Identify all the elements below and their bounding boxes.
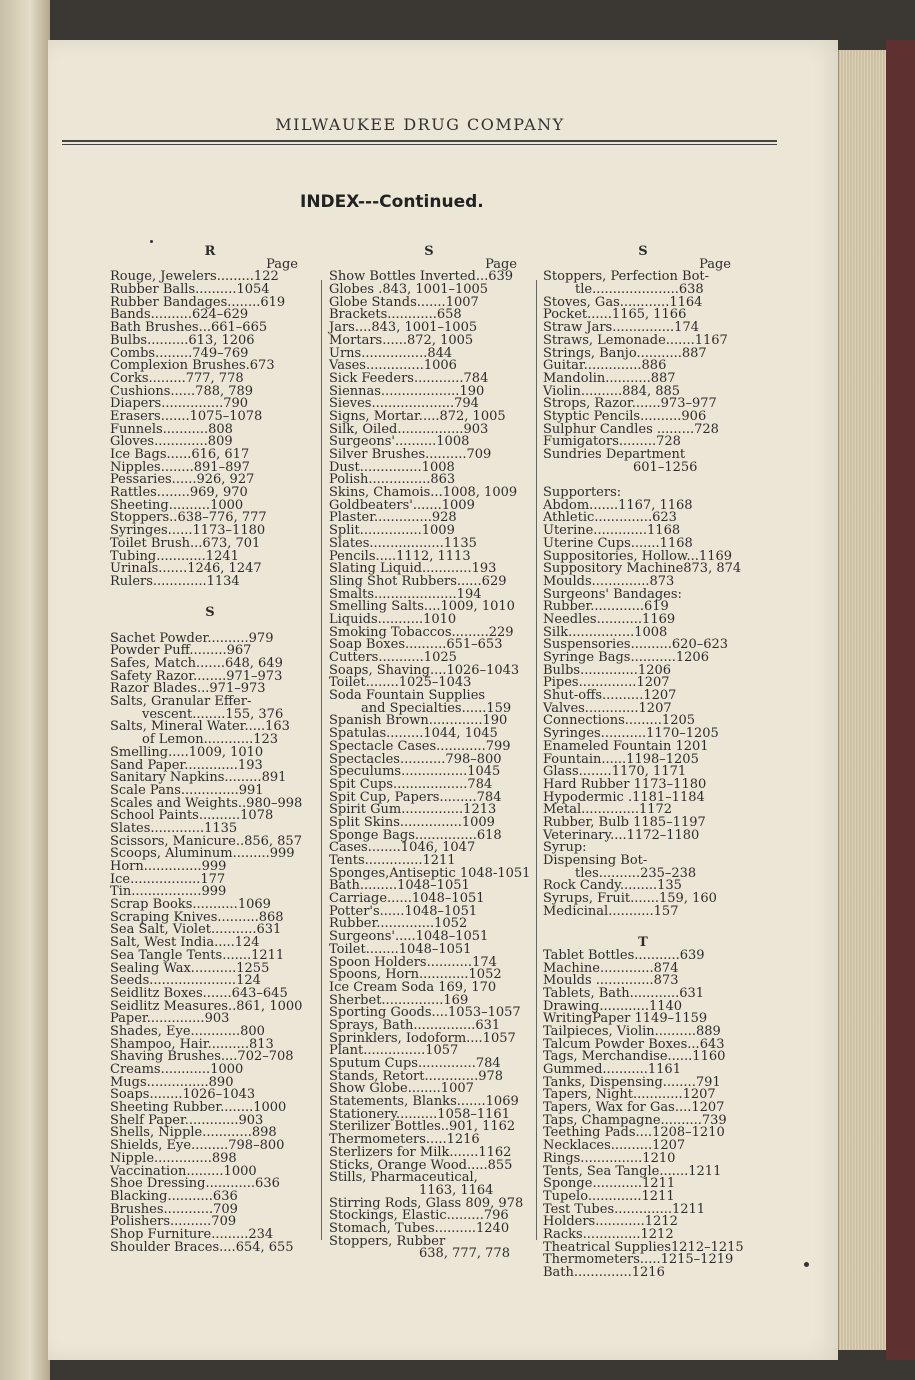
index-entry: Vases..............1006 xyxy=(329,358,457,374)
index-entry: Corks.........777, 778 xyxy=(110,370,244,386)
index-entry: Valves.............1207 xyxy=(543,700,672,716)
index-entry: Syringes...........1170–1205 xyxy=(543,726,719,742)
index-entry: Cutters...........1025 xyxy=(329,650,457,665)
index-entry: Urns................844 xyxy=(329,345,453,361)
index-entry: Holders............1212 xyxy=(543,1214,678,1230)
index-entry: Page xyxy=(266,256,298,272)
index-entry: Tents..............1211 xyxy=(329,853,456,868)
index-entry: Rock Candy.........135 xyxy=(543,878,682,894)
index-entry: Sea Tangle Tents.......1211 xyxy=(110,947,285,963)
index-entry: Sachet Powder..........979 xyxy=(110,630,274,646)
column-divider-2 xyxy=(536,280,537,1240)
index-entry: Soap Boxes..........651–653 xyxy=(329,637,503,653)
index-entry: Toilet........1025–1043 xyxy=(329,675,472,691)
index-entry: R xyxy=(204,244,216,259)
index-entry: Complexion Brushes.673 xyxy=(110,358,275,374)
index-entry: Toilet Brush...673, 701 xyxy=(110,535,261,551)
index-entry: Silk................1008 xyxy=(543,624,668,640)
index-entry: Teething Pads....1208–1210 xyxy=(543,1125,725,1141)
index-entry: Medicinal...........157 xyxy=(543,903,679,919)
index-entry: Soaps........1026–1043 xyxy=(110,1087,256,1103)
index-entry: Moulds..............873 xyxy=(543,573,675,589)
index-entry: Sea Salt, Violet...........631 xyxy=(110,922,282,938)
index-entry: Strings, Banjo...........887 xyxy=(543,345,707,361)
index-entry: Smoking Tobaccos.........229 xyxy=(329,624,514,640)
index-entry: Abdom.......1167, 1168 xyxy=(543,497,693,513)
index-entry: Carriage......1048–1051 xyxy=(329,891,485,907)
index-entry: Tablet Bottles...........639 xyxy=(543,947,705,963)
index-entry: Syringes......1173–1180 xyxy=(110,523,266,539)
index-entry: Salts, Mineral Water.....163 xyxy=(110,719,290,735)
index-entry: Sulphur Candles .........728 xyxy=(543,421,719,437)
index-entry: Machine.............874 xyxy=(543,960,679,976)
index-entry: Sundries Department xyxy=(543,447,686,462)
index-entry: Hypodermic .1181–1184 xyxy=(543,789,705,805)
index-entry: Sheeting Rubber........1000 xyxy=(110,1100,287,1116)
index-entry: Tablets, Bath............631 xyxy=(543,985,705,1001)
header-rule-thin xyxy=(62,144,777,145)
index-entry: Signs, Mortar.....872, 1005 xyxy=(329,408,506,424)
index-entry: Plant...............1057 xyxy=(329,1043,459,1059)
index-entry: Seidlitz Measures..861, 1000 xyxy=(110,998,303,1014)
index-entry: Sterlizers for Milk.......1162 xyxy=(329,1144,512,1160)
index-entry: Sick Feeders............784 xyxy=(329,370,489,386)
index-entry: Athletic..............623 xyxy=(543,510,677,526)
index-entry: Vaccination.........1000 xyxy=(110,1163,257,1179)
index-entry: Toilet........1048–1051 xyxy=(329,941,472,957)
index-entry: Mortars......872, 1005 xyxy=(329,332,474,348)
index-entry: Suppository Machine873, 874 xyxy=(543,561,742,577)
index-entry: Syrups, Fruit.......159, 160 xyxy=(543,891,717,907)
index-entry: Rubber Bandages........619 xyxy=(110,294,286,310)
index-entry: Sherbet...............169 xyxy=(329,992,469,1008)
book-cover-edge xyxy=(886,40,915,1360)
index-entry: Ice Bags......616, 617 xyxy=(110,447,250,462)
index-entry: Sanitary Napkins.........891 xyxy=(110,770,287,786)
index-column-1 xyxy=(110,240,310,1254)
index-entry: Rouge, Jewelers.........122 xyxy=(110,269,279,285)
index-entry: Slates.............1135 xyxy=(110,820,238,836)
index-entry: Spectacles...........798–800 xyxy=(329,751,502,767)
index-entry: Stoves, Gas............1164 xyxy=(543,294,703,310)
index-entry: Split Skins...............1009 xyxy=(329,814,495,830)
index-entry: Polishers..........709 xyxy=(110,1214,237,1230)
index-entry: Thermometers.....1215–1219 xyxy=(543,1252,734,1268)
index-entry: Spit Cup, Papers.........784 xyxy=(329,789,502,805)
index-entry: Gloves.............809 xyxy=(110,434,233,450)
index-entry: Soda Fountain Supplies xyxy=(329,688,486,704)
page-speck xyxy=(804,1262,809,1267)
index-entry: Scissors, Manicure..856, 857 xyxy=(110,833,302,849)
index-entry: WritingPaper 1149–1159 xyxy=(543,1011,708,1027)
index-entry: Stomach, Tubes..........1240 xyxy=(329,1220,510,1236)
column-divider-1 xyxy=(321,280,322,1240)
index-entry: Smalts....................194 xyxy=(329,586,482,602)
index-entry: Stoppers..638–776, 777 xyxy=(110,510,267,526)
index-entry: Dispensing Bot- xyxy=(543,853,648,868)
index-entry: Powder Puff.........967 xyxy=(110,643,252,659)
index-entry: Silk, Oiled................903 xyxy=(329,421,489,437)
index-entry: Pencils.....1112, 1113 xyxy=(329,548,471,564)
index-entry: S xyxy=(638,244,648,259)
index-entry: Veterinary....1172–1180 xyxy=(543,827,700,843)
index-entry: Sprays, Bath...............631 xyxy=(329,1017,501,1033)
index-entry: Liquids...........1010 xyxy=(329,611,457,627)
index-entry: Necklaces..........1207 xyxy=(543,1138,686,1154)
index-entry: Surgeons'.....1048–1051 xyxy=(329,929,489,945)
index-entry: Statements, Blanks.......1069 xyxy=(329,1094,519,1110)
index-entry: Combs.........749–769 xyxy=(110,345,249,361)
index-entry: Talcum Powder Boxes...643 xyxy=(543,1036,725,1052)
index-entry: tles..........235–238 xyxy=(575,865,697,881)
index-entry: Tags, Merchandise......1160 xyxy=(543,1049,726,1065)
index-entry: Salts, Granular Effer- xyxy=(110,694,252,710)
index-entry: Tubing............1241 xyxy=(110,548,239,564)
index-entry: Shades, Eye............800 xyxy=(110,1023,265,1039)
index-entry xyxy=(543,918,743,931)
index-entry: Sieves....................794 xyxy=(329,396,479,412)
index-entry: Rubber.............619 xyxy=(543,599,669,615)
index-entry: Dust...............1008 xyxy=(329,459,455,475)
index-entry: Fumigators.........728 xyxy=(543,434,681,450)
index-entry: Hard Rubber 1173–1180 xyxy=(543,776,707,792)
index-entry: Tanks, Dispensing........791 xyxy=(543,1074,721,1090)
index-title: INDEX---Continued. xyxy=(300,192,484,212)
index-entry: Tents, Sea Tangle.......1211 xyxy=(543,1163,722,1179)
index-entry: Suspensories..........620–623 xyxy=(543,637,729,653)
page-speck-small xyxy=(150,240,153,243)
index-entry: Glass........1170, 1171 xyxy=(543,764,687,780)
index-entry: Rubber..............1052 xyxy=(329,916,468,932)
index-entry: Shields, Eye.........798–800 xyxy=(110,1138,285,1154)
index-entry: Smelling.....1009, 1010 xyxy=(110,744,264,760)
index-entry: Stationery..........1058–1161 xyxy=(329,1106,510,1122)
index-entry: Surgeons'..........1008 xyxy=(329,434,470,450)
index-entry: Styptic Pencils..........906 xyxy=(543,408,707,424)
index-entry: Sling Shot Rubbers......629 xyxy=(329,573,507,589)
index-entry: Cushions......788, 789 xyxy=(110,383,254,399)
index-entry: Stands, Retort.............978 xyxy=(329,1068,504,1084)
index-entry: Mugs...............890 xyxy=(110,1074,234,1090)
index-entry: Goldbeaters'.......1009 xyxy=(329,497,475,513)
index-entry: Shelf Paper.............903 xyxy=(110,1112,264,1128)
index-entry: Pipes..............1207 xyxy=(543,675,670,691)
index-entry: Sporting Goods....1053–1057 xyxy=(329,1005,521,1021)
index-entry: Enameled Fountain 1201 xyxy=(543,738,709,754)
index-entry: Stoppers, Rubber xyxy=(329,1233,446,1249)
index-entry: Brushes............709 xyxy=(110,1201,238,1217)
index-entry: Show Bottles Inverted...639 xyxy=(329,269,514,285)
index-entry: Tin.................999 xyxy=(110,884,227,900)
index-entry: Paper..............903 xyxy=(110,1011,230,1027)
index-entry: Bath..............1216 xyxy=(543,1265,665,1280)
index-entry: Strops, Razor.......973–977 xyxy=(543,396,717,412)
index-entry: Spectacle Cases............799 xyxy=(329,738,511,754)
index-entry: Needles...........1169 xyxy=(543,611,676,627)
index-entry: Salt, West India.....124 xyxy=(110,935,260,951)
index-entry: of Lemon............123 xyxy=(142,732,279,748)
index-entry: Rubber Balls..........1054 xyxy=(110,282,270,298)
index-entry: Sheeting..........1000 xyxy=(110,497,244,513)
index-entry: Sponge............1211 xyxy=(543,1176,676,1192)
index-entry: Horn..............999 xyxy=(110,859,227,874)
index-entry: Syrup: xyxy=(543,840,587,856)
index-entry: Bath Brushes...661–665 xyxy=(110,320,268,336)
index-entry: Shells, Nipple............898 xyxy=(110,1125,277,1141)
index-entry: Bath.........1048–1051 xyxy=(329,878,470,894)
index-entry: Shut-offs..........1207 xyxy=(543,688,677,704)
index-entry: Skins, Chamois...1008, 1009 xyxy=(329,485,518,501)
index-entry: Globe Stands.......1007 xyxy=(329,294,479,310)
index-entry: Scale Pans..............991 xyxy=(110,782,264,798)
index-entry: Supporters: xyxy=(543,485,622,501)
index-entry: Rings...............1210 xyxy=(543,1150,676,1166)
index-entry xyxy=(110,589,310,602)
index-entry: Stills, Pharmaceutical, xyxy=(329,1170,478,1186)
index-entry: Scrap Books...........1069 xyxy=(110,897,271,913)
index-entry: Spanish Brown.............190 xyxy=(329,713,508,729)
index-entry: Smelling Salts....1009, 1010 xyxy=(329,599,515,615)
index-entry: Safety Razor........971–973 xyxy=(110,668,283,684)
index-entry: S xyxy=(424,244,434,259)
index-entry: Silver Brushes..........709 xyxy=(329,447,492,462)
index-entry: 601–1256 xyxy=(633,459,698,475)
index-entry: Violin..........884, 885 xyxy=(543,383,681,399)
index-entry: Globes .843, 1001–1005 xyxy=(329,282,489,298)
header-rule xyxy=(62,140,777,142)
running-header: MILWAUKEE DRUG COMPANY xyxy=(275,115,565,134)
index-entry: Nipples........891–897 xyxy=(110,459,250,475)
index-entry: Rattles........969, 970 xyxy=(110,485,248,501)
index-entry: Shaving Brushes....702–708 xyxy=(110,1049,294,1065)
index-entry: Show Globe........1007 xyxy=(329,1081,474,1097)
index-entry: Syringe Bags...........1206 xyxy=(543,650,709,665)
index-entry: School Paints..........1078 xyxy=(110,808,274,824)
index-entry: Razor Blades...971–973 xyxy=(110,681,266,697)
index-entry: Erasers.......1075–1078 xyxy=(110,408,263,424)
index-entry: Plaster..............928 xyxy=(329,510,457,526)
index-entry: Shoe Dressing............636 xyxy=(110,1176,280,1192)
index-entry: Tapers, Wax for Gas....1207 xyxy=(543,1100,725,1116)
index-entry: T xyxy=(638,935,648,951)
index-entry: Moulds ..............873 xyxy=(543,973,679,989)
index-entry: Funnels...........808 xyxy=(110,421,233,437)
index-entry: Surgeons' Bandages: xyxy=(543,586,682,602)
index-entry: Spirit Gum...............1213 xyxy=(329,802,497,818)
facing-page-edge xyxy=(0,0,50,1380)
index-entry: Sticks, Orange Wood.....855 xyxy=(329,1157,513,1173)
index-entry: Sprinklers, Iodoform....1057 xyxy=(329,1030,516,1046)
index-entry: vescent........155, 376 xyxy=(142,706,284,722)
index-entry: Suppositories, Hollow...1169 xyxy=(543,548,733,564)
index-entry: Split...............1009 xyxy=(329,523,455,539)
index-entry: Ice Cream Soda 169, 170 xyxy=(329,979,497,995)
page-stack-edge xyxy=(838,50,887,1350)
index-entry: Racks..............1212 xyxy=(543,1226,674,1242)
index-entry: Creams............1000 xyxy=(110,1062,244,1077)
index-entry: Slates..................1135 xyxy=(329,535,477,551)
index-entry: Sputum Cups..............784 xyxy=(329,1056,501,1071)
index-entry: Diapers...............790 xyxy=(110,396,249,412)
index-entry: Pessaries......926, 927 xyxy=(110,472,255,488)
index-entry: Fountain......1198–1205 xyxy=(543,751,699,767)
index-entry: Uterine Cups.......1168 xyxy=(543,535,693,551)
index-entry: Soaps, Shaving....1026–1043 xyxy=(329,662,520,678)
index-entry: Tupelo.............1211 xyxy=(543,1188,675,1204)
index-entry: Mandolin...........887 xyxy=(543,370,676,386)
index-entry: Slating Liquid............193 xyxy=(329,561,497,577)
index-entry: Test Tubes..............1211 xyxy=(543,1201,706,1217)
index-entry: Shoulder Braces....654, 655 xyxy=(110,1239,294,1255)
index-entry: Taps, Champagne..........739 xyxy=(543,1112,727,1128)
index-entry: Uterine.............1168 xyxy=(543,523,681,539)
index-entry: Straw Jars...............174 xyxy=(543,320,699,336)
index-entry: Connections.........1205 xyxy=(543,713,696,729)
index-column-3 xyxy=(543,240,743,1280)
index-entry: Brackets............658 xyxy=(329,307,462,323)
index-entry: Guitar..............886 xyxy=(543,358,667,374)
index-entry: Bulbs..........613, 1206 xyxy=(110,332,255,348)
index-entry: Spit Cups..................784 xyxy=(329,776,493,792)
index-entry: Straws, Lemonade.......1167 xyxy=(543,332,728,348)
index-entry: Spatulas.........1044, 1045 xyxy=(329,726,498,742)
index-entry: Ice.................177 xyxy=(110,871,226,887)
index-entry: Rulers.............1134 xyxy=(110,573,240,589)
index-entry: Tapers, Night............1207 xyxy=(543,1087,716,1103)
index-entry: and Specialties......159 xyxy=(361,700,512,716)
index-entry: Potter's......1048–1051 xyxy=(329,903,478,919)
index-entry: Scales and Weights..980–998 xyxy=(110,795,303,811)
index-entry: S xyxy=(205,605,215,621)
index-entry: Theatrical Supplies1212–1215 xyxy=(543,1239,744,1255)
index-entry: Stirring Rods, Glass 809, 978 xyxy=(329,1195,524,1211)
index-entry: Blacking...........636 xyxy=(110,1188,238,1204)
index-entry: Drawing............1140 xyxy=(543,998,683,1014)
index-entry: Urinals.......1246, 1247 xyxy=(110,561,262,577)
index-entry: Safes, Match.......648, 649 xyxy=(110,656,283,671)
index-entry: Scoops, Aluminum.........999 xyxy=(110,846,295,862)
index-entry: Tailpieces, Violin..........889 xyxy=(543,1023,721,1039)
index-entry: Scraping Knives..........868 xyxy=(110,909,284,925)
index-entry: 1163, 1164 xyxy=(419,1182,494,1198)
index-column-2 xyxy=(329,240,529,1261)
index-entry: Metal..............1172 xyxy=(543,802,673,818)
index-entry: Cases........1046, 1047 xyxy=(329,840,476,856)
index-entry: Siennas...................190 xyxy=(329,383,485,399)
index-entry: Sand Paper.............193 xyxy=(110,757,263,773)
index-entry: Page xyxy=(699,256,731,272)
index-entry: 638, 777, 778 xyxy=(419,1246,510,1262)
index-entry: Sponge Bags...............618 xyxy=(329,827,502,843)
index-entry: Shampoo, Hair..........813 xyxy=(110,1036,274,1052)
index-entry: Rubber, Bulb 1185–1197 xyxy=(543,814,706,830)
index-entry: Stockings, Elastic.........796 xyxy=(329,1208,509,1224)
index-entry: Jars....843, 1001–1005 xyxy=(329,320,478,336)
index-entry: Sterilizer Bottles..901, 1162 xyxy=(329,1119,516,1135)
index-entry: Bulbs..............1206 xyxy=(543,662,672,678)
index-entry: Stoppers, Perfection Bot- xyxy=(543,269,710,285)
index-entry: Speculums................1045 xyxy=(329,764,501,780)
index-entry: Nipple..............898 xyxy=(110,1150,237,1166)
index-entry: Shop Furniture.........234 xyxy=(110,1226,274,1242)
index-entry: Thermometers.....1216 xyxy=(329,1132,480,1148)
index-entry: Bands..........624–629 xyxy=(110,307,249,323)
index-entry: Pocket......1165, 1166 xyxy=(543,307,687,323)
index-entry: Seeds.....................124 xyxy=(110,973,261,989)
index-entry: Spoons, Horn............1052 xyxy=(329,967,502,983)
index-entry: Polish...............863 xyxy=(329,472,456,488)
index-entry: Gummed...........1161 xyxy=(543,1062,681,1077)
index-entry: Seidlitz Boxes.......643–645 xyxy=(110,985,288,1001)
index-entry: Sealing Wax...........1255 xyxy=(110,960,270,976)
index-entry: Page xyxy=(485,256,517,272)
index-entry: Sponges,Antiseptic 1048-1051 xyxy=(329,865,531,881)
index-entry: Spoon Holders...........174 xyxy=(329,954,497,970)
index-entry: tle.....................638 xyxy=(575,282,704,298)
